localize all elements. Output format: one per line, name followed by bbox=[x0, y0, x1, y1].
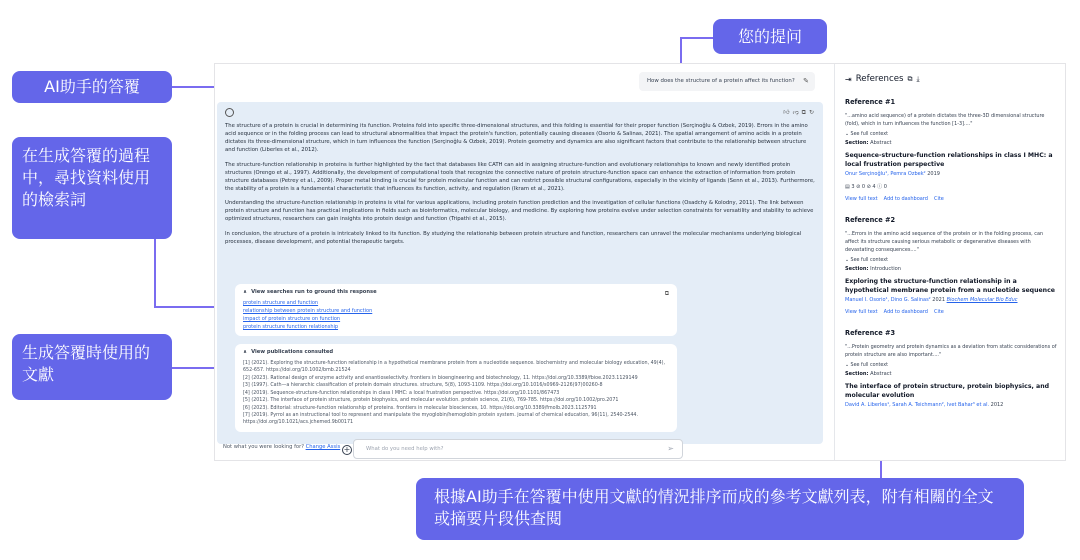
search-query-link[interactable]: impact of protein structure on function bbox=[243, 315, 341, 322]
search-query-link[interactable]: protein structure and function bbox=[243, 300, 319, 306]
reference-paper-title[interactable]: Sequence-structure-function relationships in class I MHC: a local frustration perspective bbox=[845, 151, 1053, 168]
full-context-toggle[interactable]: ⌄ See full context bbox=[845, 257, 889, 263]
references-title: References bbox=[855, 74, 904, 84]
send-icon[interactable]: ➢ bbox=[667, 444, 674, 453]
edit-icon[interactable]: ✎ bbox=[803, 77, 809, 85]
copy-icon[interactable]: ⧉ bbox=[801, 109, 809, 116]
reference-card bbox=[845, 329, 1057, 408]
reference-authors: David A. Liberles¹, Sarah A. Teichmann², Ivet Bahar³ et al. 2012 bbox=[845, 401, 1004, 408]
answer-paragraph: The structure-function relationship in proteins is further highlighted by the fact that databases like CATH can aid in assigning structure-function and evolutionary relationships to known and newly identified protein structures (Orengo et al., 1997). Additionally, the development of computational tools that recognize the connective nature of protein structure-function space can enhance the extraction of information from protein structure databases (Petrey et al., 2009). Proper metal binding is crucial for protein molecular function and can restrict possible structural configurations, especially in the vicinity of ligands (Senn et al., 2013). Furthermore, the stability of a protein is a fundamental characteristic that influences its function, activity, and regulation (Ikram et al., 2021). bbox=[225, 161, 815, 192]
answer-paragraph: Understanding the structure-function relationship in proteins is vital for various applications, including protein function prediction and the investigation of cellular functions (Osadchy & Kolodny, 2011). The link between protein structure and function has practical implications in fields such as bioinformatics, molecular biology, and medicine. By exploring how proteins evolve under selection constraints for versatility and stability to achieve optimized structures, researchers can gain insights into protein design and function (Tripathi et al., 2015). bbox=[225, 200, 814, 223]
copy-icon[interactable]: ⧉ bbox=[907, 74, 913, 83]
view-full-text-link[interactable]: View full text bbox=[845, 196, 878, 203]
callout-question: 您的提问 bbox=[713, 19, 827, 54]
view-full-text-link[interactable]: View full text bbox=[845, 308, 878, 315]
add-to-dashboard-link[interactable]: Add to dashboard bbox=[883, 308, 928, 315]
chat-input[interactable] bbox=[353, 439, 683, 459]
plus-icon[interactable]: + bbox=[343, 445, 351, 454]
download-icon[interactable]: ⤓ bbox=[916, 74, 920, 83]
reference-label: Reference #1 bbox=[845, 98, 896, 106]
reference-stats: ▤ 3 ⊘ 0 ⊘ 4 ⓘ 0 bbox=[845, 184, 887, 191]
app-window bbox=[214, 63, 1066, 461]
reference-label: Reference #2 bbox=[845, 216, 896, 225]
search-query-link[interactable]: protein structure function relationship bbox=[243, 323, 339, 330]
reference-card bbox=[845, 216, 1057, 315]
copy-icon[interactable]: ⧉ bbox=[664, 290, 669, 297]
answer-paragraph: The structure of a protein is crucial in determining its function. Proteins fold into specific three-dimensional structures, and this folding is essential for their proper function (Serçinoğlu & Ozbek, 2019). Errors in the amino acid sequence or in the folding process can lead to structural abnormalities that impact the protein's function, potentially causing diseases (Osorio & Salinas, 2021). The spatial arrangement of amino acids in a protein dictates its three-dimensional structure, which in turn influences the function (Serçinoğlu & Ozbek, 2019). Protein geometry and dynamics are also significant factors that contribute to the relationship between structure and function (Liberles et al., 2012). bbox=[225, 123, 808, 154]
publication-item: [3] (1997). Cath—a hierarchic classification of protein domain structures. structure, 5(8), 1093-1109. https://doi.org/10.1016/s0969-2126(97)00260-8 bbox=[243, 383, 603, 389]
refresh-icon[interactable]: ↻ bbox=[808, 109, 817, 116]
question-text: How does the structure of a protein affect its function? bbox=[647, 78, 795, 84]
thumbs-down-icon[interactable]: 👎︎ bbox=[792, 109, 802, 116]
user-question bbox=[639, 72, 815, 91]
publication-item: [7] (2019). Pyrrol as an instructional tool to represent and manipulate the myoglobin/hemoglobin protein system. journal of chemical education, 96(11), 2540-2544. https://doi.org/10.1021/acs.jchemed.9b00171 bbox=[243, 412, 639, 426]
full-context-toggle[interactable]: ⌄ See full context bbox=[845, 131, 889, 137]
assistant-icon bbox=[225, 108, 234, 117]
publications-panel bbox=[235, 344, 677, 432]
reference-actions bbox=[845, 309, 1057, 315]
connector-line bbox=[680, 37, 713, 39]
reference-quote: "...amino acid sequence) of a protein dictates the three-3D dimensional structure (fold), which in turn influences the function [1-3]...." bbox=[845, 113, 1045, 127]
publication-item: [1] (2021). Exploring the structure-function relationship in a hypothetical membrane protein from a nucleotide sequence. biochemistry and molecular biology education, 49(4), 652-657. https://doi.org/10.1002/bmb.21524 bbox=[243, 361, 666, 374]
callout-search: 在生成答覆的過程中，尋找資料使用的檢索詞 bbox=[12, 137, 172, 239]
cite-link[interactable]: Cite bbox=[933, 196, 944, 203]
reference-label: Reference #3 bbox=[845, 328, 896, 337]
collapse-icon[interactable]: ⇥ bbox=[845, 74, 852, 84]
chat-panel bbox=[215, 64, 833, 460]
reference-paper-title[interactable]: The interface of protein structure, protein biophysics, and molecular evolution bbox=[845, 382, 1050, 399]
change-assistant-link[interactable]: Change Assis bbox=[305, 444, 341, 450]
publication-item: [5] (2012). The interface of protein structure, protein biophysics, and molecular evolution. protein science, 21(6), 769-785. https://doi.org/10.1002/pro.2071 bbox=[243, 398, 619, 404]
cite-link[interactable]: Cite bbox=[933, 308, 944, 315]
references-panel bbox=[834, 64, 1066, 460]
search-query-link[interactable]: relationship between protein structure and function bbox=[243, 307, 373, 314]
reference-actions bbox=[845, 196, 1057, 202]
chat-input-placeholder: What do you need help with? bbox=[366, 446, 444, 452]
answer-toolbar bbox=[783, 108, 817, 117]
publications-toggle[interactable]: ∧ View publications consulted bbox=[243, 349, 334, 355]
full-context-toggle[interactable]: ⌄ See full context bbox=[845, 362, 889, 368]
connector-line bbox=[154, 239, 156, 307]
thumbs-up-icon[interactable]: 👍︎ bbox=[783, 109, 793, 116]
searches-panel bbox=[235, 284, 677, 336]
reference-authors: Onur Serçinoğlu¹, Pemra Ozbek² 2019 bbox=[845, 171, 940, 178]
reference-quote: "...Protein geometry and protein dynamics as a deviation from static considerations of protein structure are also important...." bbox=[845, 343, 1057, 358]
chevron-up-icon: ∧ bbox=[243, 289, 248, 295]
reference-section: Section: Abstract bbox=[845, 139, 892, 146]
reference-card bbox=[845, 98, 1057, 202]
publication-item: [2] (2023). Rational design of enzyme activity and enantioselectivity. frontiers in bioengineering and biotechnology, 11. https://doi.org/10.3389/fbioe.2023.1129149 bbox=[243, 375, 638, 381]
answer-block bbox=[217, 102, 823, 444]
answer-paragraph: In conclusion, the structure of a protein is intricately linked to its function. By studying the relationship between protein structure and function, researchers can unravel the molecular mechanisms underlying biological processes, disease development, and potential therapeutic targets. bbox=[225, 231, 802, 246]
reference-section: Section: Abstract bbox=[845, 370, 892, 377]
callout-pubs: 生成答覆時使用的文獻 bbox=[12, 334, 172, 400]
searches-toggle[interactable]: ∧ View searches run to ground this response bbox=[243, 289, 377, 295]
publication-item: [6] (2023). Editorial: structure-function relationship of proteins. frontiers in molecular biosciences, 10. https://doi.org/10.3389/fmolb.2023.1125791 bbox=[243, 405, 597, 411]
callout-answer: AI助手的答覆 bbox=[12, 71, 172, 103]
references-header bbox=[845, 74, 1057, 84]
feedback-line: Not what you were looking for? Change Assis bbox=[223, 444, 341, 450]
publication-item: [4] (2019). Sequence-structure-function relationships in class I MHC: a local frustration perspective. https://doi.org/10.1101/867473 bbox=[243, 390, 560, 396]
add-to-dashboard-link[interactable]: Add to dashboard bbox=[883, 196, 928, 203]
reference-section: Section: Introduction bbox=[845, 265, 901, 272]
chevron-up-icon: ∧ bbox=[243, 349, 248, 355]
answer-text bbox=[225, 122, 815, 253]
reference-quote: "...Errors in the amino acid sequence of the protein or in the folding process, can affect its structure causing serious metabolic or degenerative diseases with devastating consequences...." bbox=[845, 231, 1044, 253]
reference-authors: Manuel I. Osorio¹, Dino G. Salinas² 2021 Biochem Molecular Bio Educ bbox=[845, 296, 1018, 303]
reference-paper-title[interactable]: Exploring the structure-function relationship in a hypothetical membrane protein from a nucleotide sequence bbox=[845, 277, 1055, 294]
callout-refs: 根據AI助手在答覆中使用文獻的情況排序而成的參考文獻列表，附有相關的全文或摘要片段供查閱 bbox=[416, 478, 1024, 540]
